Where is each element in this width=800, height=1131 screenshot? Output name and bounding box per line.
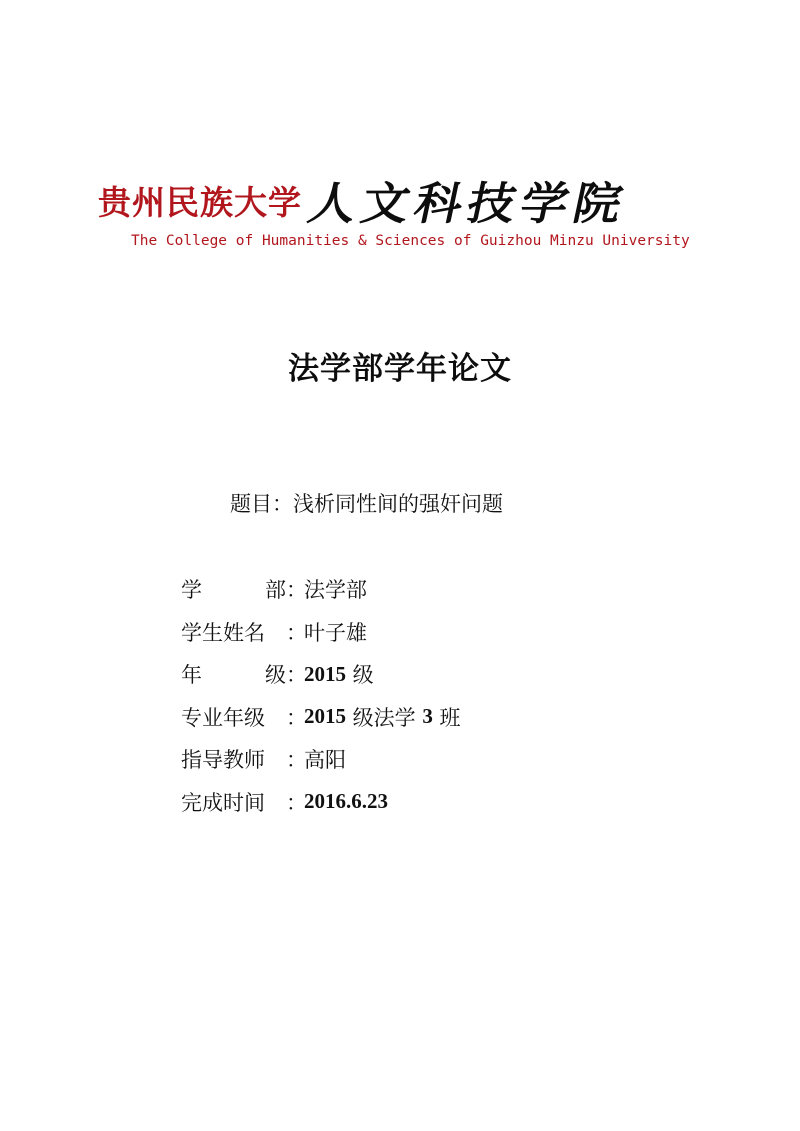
department-label: [181, 574, 286, 604]
department-label-b: 部: [265, 578, 286, 603]
student-value: 叶子雄: [304, 620, 367, 645]
department-value: 法学部: [304, 578, 367, 603]
grade-label: [181, 659, 286, 689]
info-row-grade: [181, 653, 681, 696]
grade-colon: ：: [286, 663, 307, 688]
topic-label: 题目: [230, 492, 272, 516]
grade-value-number: 2015: [304, 661, 346, 686]
major-label: 专业年级: [181, 705, 265, 730]
advisor-colon: ：: [286, 748, 307, 773]
info-row-student: [181, 611, 681, 654]
completed-colon: ：: [286, 790, 307, 815]
info-block: [181, 568, 681, 823]
grade-label-b: 级: [265, 663, 286, 688]
info-row-advisor: [181, 738, 681, 781]
department-colon: ：: [286, 578, 307, 603]
student-label: 学生姓名: [181, 620, 265, 645]
info-row-completed: [181, 781, 681, 824]
student-colon: ：: [286, 620, 307, 645]
college-logo: [98, 170, 633, 230]
major-value-class-number: 3: [422, 704, 433, 729]
topic-colon: ：: [272, 492, 293, 516]
page-title: 法学部学年论文: [288, 351, 512, 387]
major-value-text: 级法学: [346, 705, 423, 730]
logo-university-name: 贵州民族大学: [98, 182, 302, 222]
grade-label-a: 年: [181, 663, 202, 688]
topic-value: 浅析同性间的强奸问题: [293, 492, 503, 516]
logo-english-name: The College of Humanities & Sciences of Guizhou Minzu University: [131, 233, 690, 249]
info-row-major: [181, 696, 681, 739]
major-colon: ：: [286, 705, 307, 730]
major-value-class-text: 班: [432, 705, 461, 730]
thesis-topic: [230, 488, 503, 518]
advisor-value: 高阳: [304, 748, 346, 773]
grade-value-text: 级: [346, 663, 374, 688]
completed-label: 完成时间: [181, 790, 265, 815]
info-row-department: [181, 568, 681, 611]
department-label-a: 学: [181, 578, 202, 603]
logo-college-name: 人文科技学院: [303, 177, 633, 230]
completed-value: 2016.6.23: [304, 789, 388, 814]
advisor-label: 指导教师: [181, 748, 265, 773]
major-value-number: 2015: [304, 704, 346, 729]
